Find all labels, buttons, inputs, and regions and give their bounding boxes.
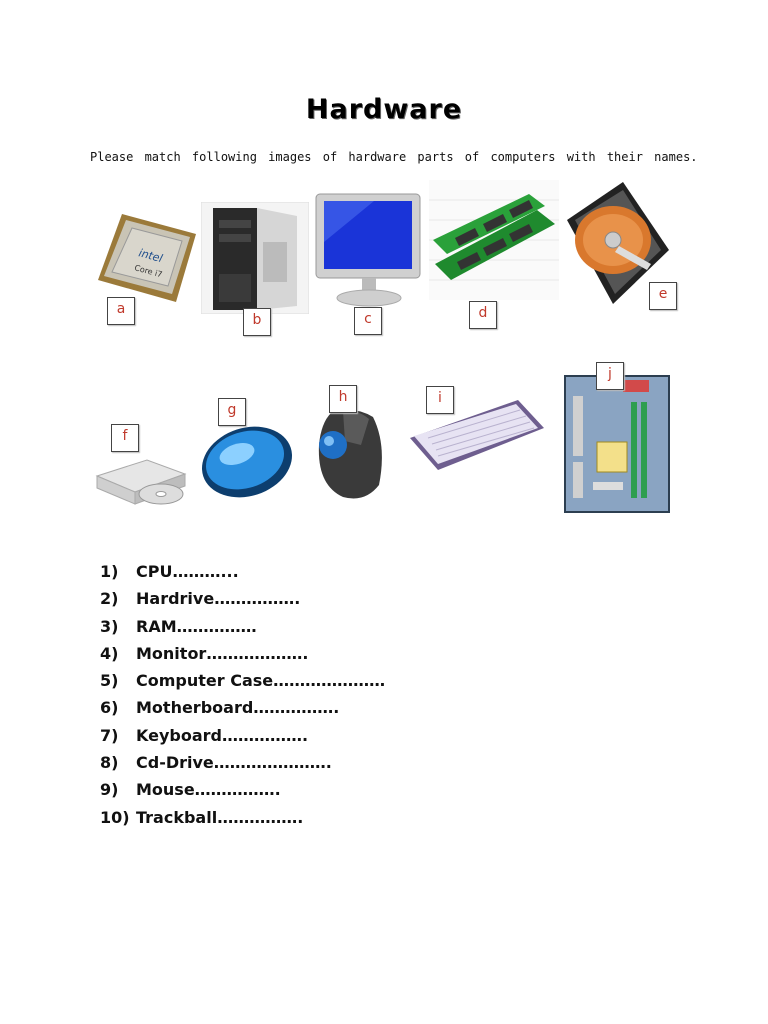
page-title: Hardware <box>305 94 463 125</box>
label-f: f <box>111 424 139 452</box>
label-j: j <box>596 362 624 390</box>
list-item: 10) Trackball……………. <box>100 807 304 827</box>
list-item: 4) Monitor………………. <box>100 643 309 663</box>
chip-model-text: Core i7 <box>133 263 164 280</box>
label-g: g <box>218 398 246 426</box>
label-i: i <box>426 386 454 414</box>
list-item: 1) CPU………... <box>100 562 239 581</box>
list-item: 8) Cd-Drive…………………. <box>100 753 332 773</box>
label-b: b <box>243 308 271 336</box>
list-item: 9) Mouse……………. <box>100 780 281 800</box>
list-item: 2) Hardrive……………. <box>100 589 301 609</box>
hardware-name-list <box>100 562 385 835</box>
cpu-chip-icon <box>92 210 200 306</box>
list-item: 6) Motherboard……………. <box>100 698 340 718</box>
computer-case-icon <box>201 202 309 314</box>
mouse-icon <box>199 420 297 500</box>
list-item: 5) Computer Case………………… <box>100 671 386 691</box>
label-a: a <box>107 297 135 325</box>
instructions-text: Please match following images of hardware parts of computers with their names. <box>90 150 698 164</box>
monitor-icon <box>314 192 424 310</box>
ram-module-icon <box>429 180 559 300</box>
label-c: c <box>354 307 382 335</box>
list-item: 3) RAM…………… <box>100 616 257 636</box>
label-h: h <box>329 385 357 413</box>
chip-brand-text: intel <box>137 246 164 266</box>
trackball-icon <box>313 405 387 503</box>
list-item: 7) Keyboard……………. <box>100 725 309 745</box>
cd-drive-icon <box>95 456 187 508</box>
motherboard-icon <box>563 372 671 514</box>
label-d: d <box>469 301 497 329</box>
label-e: e <box>649 282 677 310</box>
